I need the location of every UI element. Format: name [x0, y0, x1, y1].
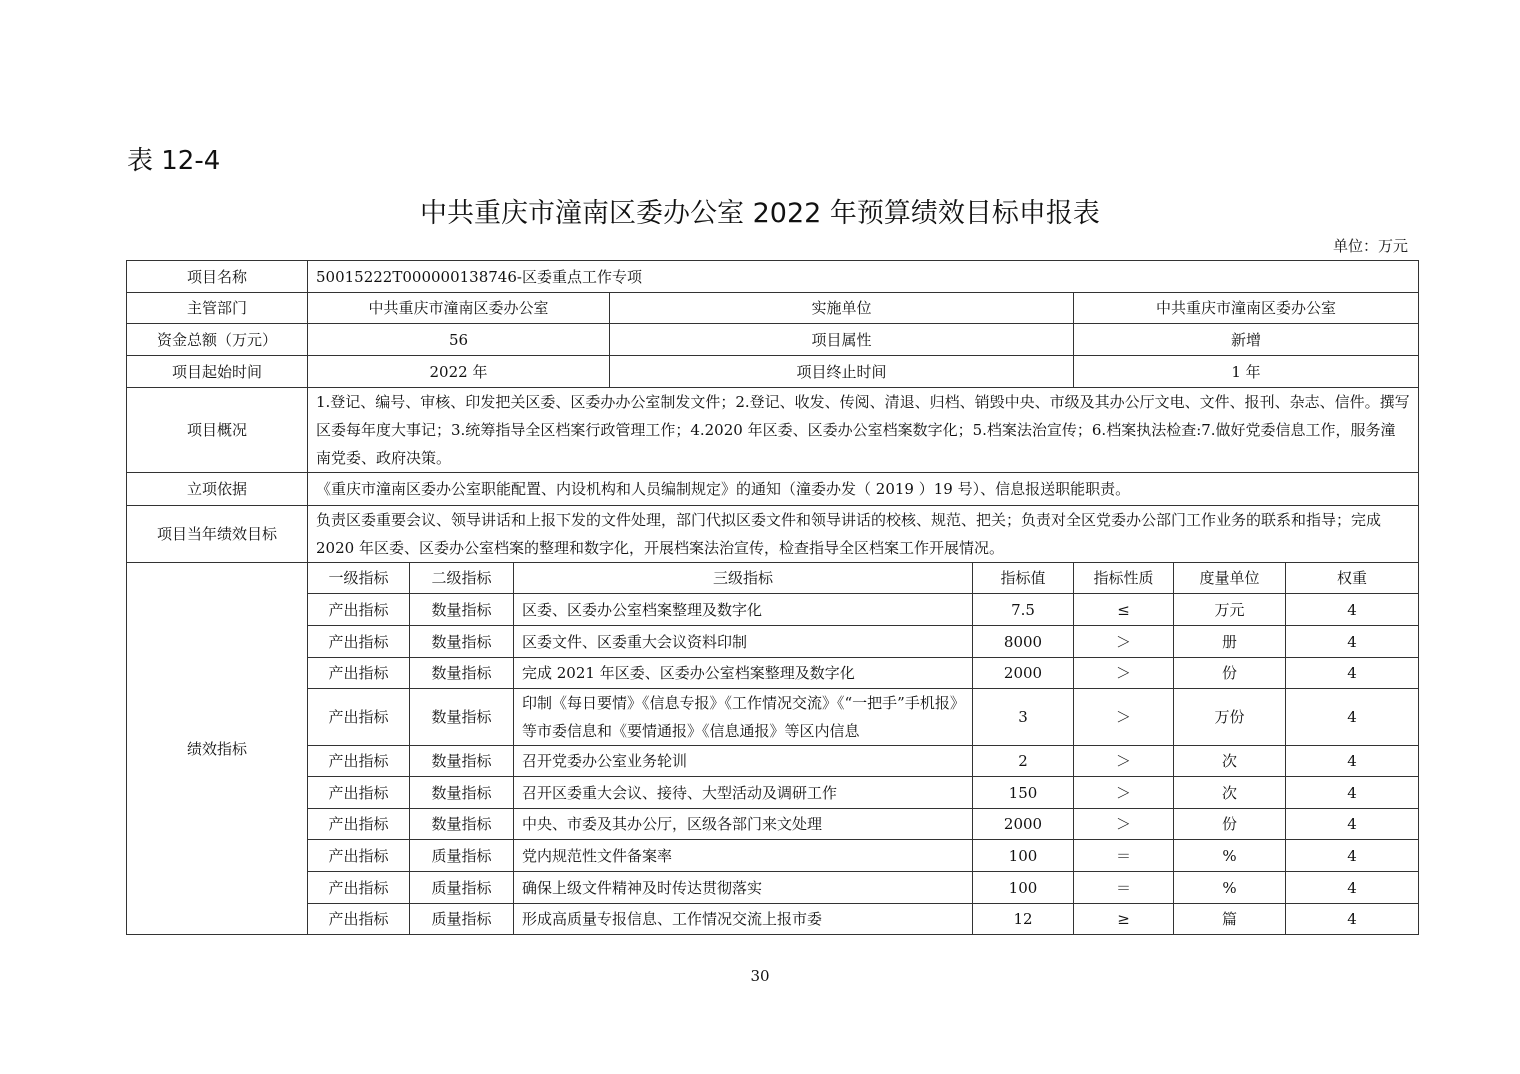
- level2-cell: 数量指标: [410, 658, 514, 689]
- nature-cell: ＞: [1074, 658, 1174, 689]
- level1-cell: 产出指标: [308, 746, 410, 777]
- level2-cell: 数量指标: [410, 626, 514, 658]
- value-cell: 12: [973, 904, 1074, 935]
- level2-cell: 数量指标: [410, 689, 514, 746]
- row-overview: [127, 388, 1419, 473]
- indicator-header-row: [127, 563, 1419, 594]
- row-fund: [127, 324, 1419, 356]
- level3-cell: 形成高质量专报信息、工作情况交流上报市委: [514, 904, 973, 935]
- weight-cell: 4: [1286, 872, 1419, 904]
- indicators-section-label: 绩效指标: [127, 563, 308, 935]
- header-value: 指标值: [973, 563, 1074, 594]
- unit-cell: 万份: [1174, 689, 1286, 746]
- value-cell: 8000: [973, 626, 1074, 658]
- row-department: [127, 293, 1419, 324]
- nature-cell: ＞: [1074, 809, 1174, 840]
- unit-cell: 次: [1174, 777, 1286, 809]
- table-row: [127, 904, 1419, 935]
- level3-cell: 中央、市委及其办公厅，区级各部门来文处理: [514, 809, 973, 840]
- value-cell: 100: [973, 872, 1074, 904]
- level2-cell: 质量指标: [410, 872, 514, 904]
- level1-cell: 产出指标: [308, 904, 410, 935]
- unit-cell: 份: [1174, 658, 1286, 689]
- weight-cell: 4: [1286, 840, 1419, 872]
- nature-cell: ＞: [1074, 746, 1174, 777]
- unit-label: 单位：万元: [1332, 237, 1408, 255]
- weight-cell: 4: [1286, 904, 1419, 935]
- basis-label: 立项依据: [127, 473, 308, 506]
- level2-cell: 数量指标: [410, 594, 514, 626]
- row-project-name: [127, 261, 1419, 293]
- level2-cell: 数量指标: [410, 809, 514, 840]
- header-nature: 指标性质: [1074, 563, 1174, 594]
- header-level1: 一级指标: [308, 563, 410, 594]
- project-name-label: 项目名称: [127, 261, 308, 293]
- fund-total-value: 56: [308, 324, 610, 356]
- level1-cell: 产出指标: [308, 689, 410, 746]
- level1-cell: 产出指标: [308, 809, 410, 840]
- level3-cell: 完成 2021 年区委、区委办公室档案整理及数字化: [514, 658, 973, 689]
- value-cell: 3: [973, 689, 1074, 746]
- document-title: 中共重庆市潼南区委办公室 2022 年预算绩效目标申报表: [420, 198, 1100, 229]
- project-name-value: 50015222T000000138746-区委重点工作专项: [308, 261, 1419, 293]
- end-time-label: 项目终止时间: [610, 356, 1074, 388]
- nature-cell: ≥: [1074, 904, 1174, 935]
- nature-cell: ≤: [1074, 594, 1174, 626]
- level1-cell: 产出指标: [308, 872, 410, 904]
- table-row: [127, 594, 1419, 626]
- unit-cell: %: [1174, 840, 1286, 872]
- level1-cell: 产出指标: [308, 777, 410, 809]
- value-cell: 2000: [973, 658, 1074, 689]
- page-number: 30: [750, 967, 770, 985]
- nature-cell: ＝: [1074, 872, 1174, 904]
- level3-cell: 印制《每日要情》《信息专报》《工作情况交流》《“一把手”手机报》等市委信息和《要情通报》《信息通报》等区内信息: [514, 689, 973, 746]
- unit-cell: %: [1174, 872, 1286, 904]
- row-goal: [127, 506, 1419, 563]
- start-time-label: 项目起始时间: [127, 356, 308, 388]
- unit-cell: 篇: [1174, 904, 1286, 935]
- level1-cell: 产出指标: [308, 840, 410, 872]
- level2-cell: 质量指标: [410, 840, 514, 872]
- row-basis: [127, 473, 1419, 506]
- weight-cell: 4: [1286, 626, 1419, 658]
- level2-cell: 数量指标: [410, 746, 514, 777]
- start-time-value: 2022 年: [308, 356, 610, 388]
- level1-cell: 产出指标: [308, 658, 410, 689]
- overview-label: 项目概况: [127, 388, 308, 473]
- level3-cell: 区委文件、区委重大会议资料印制: [514, 626, 973, 658]
- weight-cell: 4: [1286, 594, 1419, 626]
- implementing-unit-label: 实施单位: [610, 293, 1074, 324]
- table-row: [127, 777, 1419, 809]
- value-cell: 2000: [973, 809, 1074, 840]
- performance-target-table: [126, 260, 1419, 935]
- nature-cell: ＞: [1074, 689, 1174, 746]
- nature-cell: ＞: [1074, 626, 1174, 658]
- table-row: [127, 626, 1419, 658]
- table-row: [127, 872, 1419, 904]
- goal-value: 负责区委重要会议、领导讲话和上报下发的文件处理，部门代拟区委文件和领导讲话的校核、规范、把关；负责对全区党委办公部门工作业务的联系和指导；完成 2020 年区委、区委办公室档案的整理和数字化，开展档案法治宣传，检查指导全区档案工作开展情况。: [308, 506, 1419, 563]
- table-number: 表 12-4: [127, 146, 221, 176]
- end-time-value: 1 年: [1074, 356, 1419, 388]
- value-cell: 7.5: [973, 594, 1074, 626]
- table-row: [127, 840, 1419, 872]
- nature-cell: ＞: [1074, 777, 1174, 809]
- unit-cell: 份: [1174, 809, 1286, 840]
- unit-cell: 册: [1174, 626, 1286, 658]
- header-level2: 二级指标: [410, 563, 514, 594]
- fund-total-label: 资金总额（万元）: [127, 324, 308, 356]
- level2-cell: 数量指标: [410, 777, 514, 809]
- implementing-unit-value: 中共重庆市潼南区委办公室: [1074, 293, 1419, 324]
- row-time: [127, 356, 1419, 388]
- table-row: [127, 746, 1419, 777]
- unit-cell: 万元: [1174, 594, 1286, 626]
- weight-cell: 4: [1286, 809, 1419, 840]
- value-cell: 2: [973, 746, 1074, 777]
- level2-cell: 质量指标: [410, 904, 514, 935]
- goal-label: 项目当年绩效目标: [127, 506, 308, 563]
- department-value: 中共重庆市潼南区委办公室: [308, 293, 610, 324]
- header-level3: 三级指标: [514, 563, 973, 594]
- level3-cell: 召开区委重大会议、接待、大型活动及调研工作: [514, 777, 973, 809]
- project-attribute-value: 新增: [1074, 324, 1419, 356]
- level1-cell: 产出指标: [308, 594, 410, 626]
- level3-cell: 区委、区委办公室档案整理及数字化: [514, 594, 973, 626]
- department-label: 主管部门: [127, 293, 308, 324]
- level3-cell: 党内规范性文件备案率: [514, 840, 973, 872]
- value-cell: 100: [973, 840, 1074, 872]
- table-row: [127, 658, 1419, 689]
- weight-cell: 4: [1286, 746, 1419, 777]
- weight-cell: 4: [1286, 689, 1419, 746]
- weight-cell: 4: [1286, 777, 1419, 809]
- header-unit: 度量单位: [1174, 563, 1286, 594]
- level3-cell: 召开党委办公室业务轮训: [514, 746, 973, 777]
- project-attribute-label: 项目属性: [610, 324, 1074, 356]
- unit-cell: 次: [1174, 746, 1286, 777]
- weight-cell: 4: [1286, 658, 1419, 689]
- nature-cell: ＝: [1074, 840, 1174, 872]
- level1-cell: 产出指标: [308, 626, 410, 658]
- table-row: [127, 689, 1419, 746]
- table-row: [127, 809, 1419, 840]
- level3-cell: 确保上级文件精神及时传达贯彻落实: [514, 872, 973, 904]
- basis-value: 《重庆市潼南区委办公室职能配置、内设机构和人员编制规定》的通知（潼委办发（ 2019 ）19 号）、信息报送职能职责。: [308, 473, 1419, 506]
- overview-value: 1.登记、编号、审核、印发把关区委、区委办办公室制发文件；2.登记、收发、传阅、清退、归档、销毁中央、市级及其办公厅文电、文件、报刊、杂志、信件。撰写区委每年度大事记；3.统筹指导全区档案行政管理工作；4.2020 年区委、区委办公室档案数字化；5.档案法治宣传；6.档案执法检查:7.做好党委信息工作，服务潼南党委、政府决策。: [308, 388, 1419, 473]
- value-cell: 150: [973, 777, 1074, 809]
- header-weight: 权重: [1286, 563, 1419, 594]
